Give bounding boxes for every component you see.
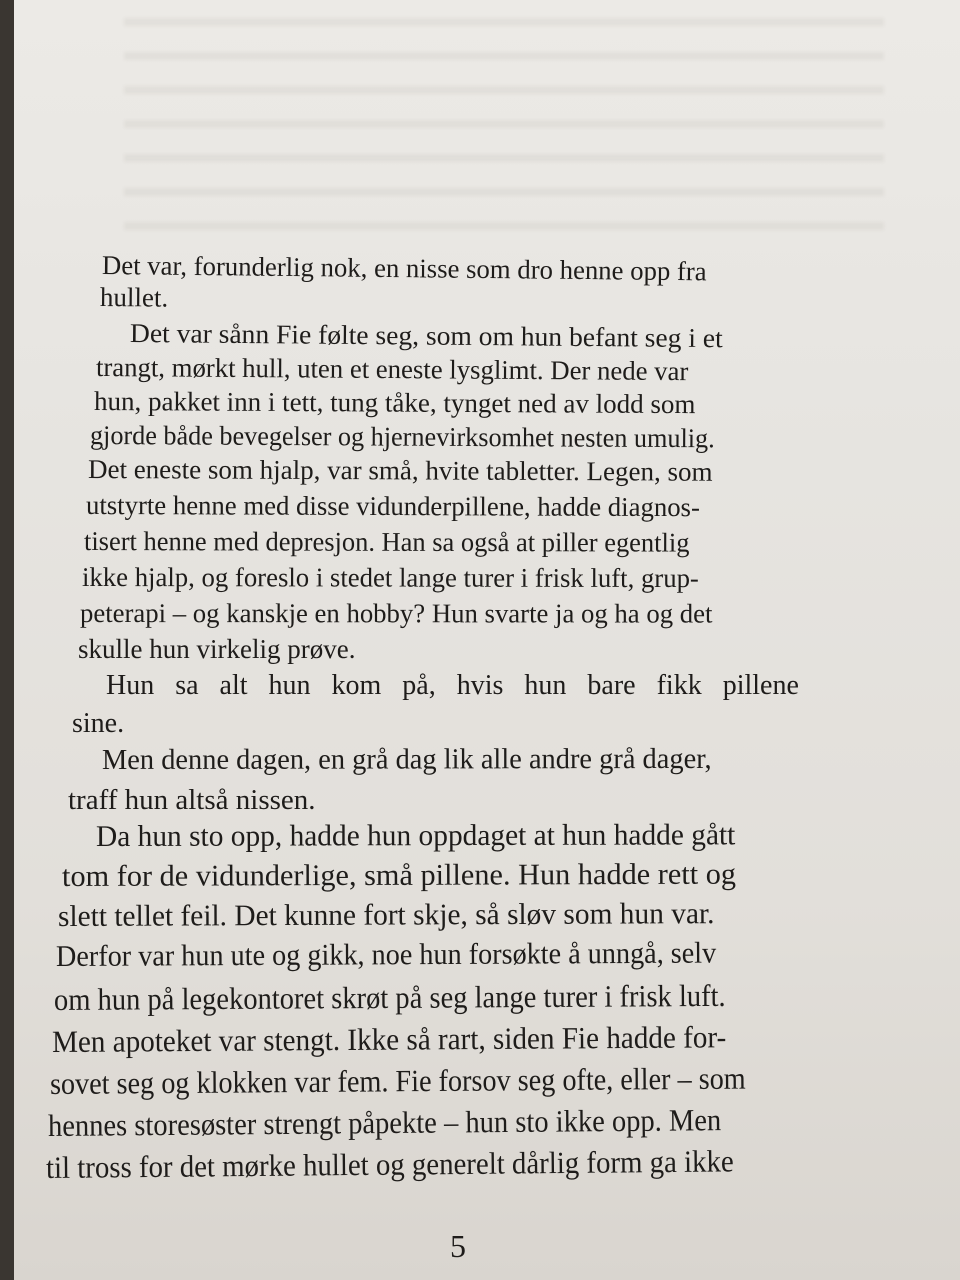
- text-line-24: hennes storesøster strengt påpekte – hun sto ikke opp. Men: [47, 1102, 722, 1143]
- text-line-12: skulle hun virkelig prøve.: [78, 634, 356, 664]
- book-page: [14, 0, 960, 1280]
- text-line-20: Derfor var hun ute og gikk, noe hun forsøkte å unngå, selv: [55, 936, 717, 973]
- text-line-22: Men apoteket var stengt. Ikke så rart, siden Fie hadde for-: [51, 1019, 727, 1059]
- text-line-10: ikke hjalp, og foreslo i stedet lange turer i frisk luft, grup-: [81, 562, 699, 594]
- text-line-13: Hun sa alt hun kom på, hvis hun bare fikk pillene: [106, 670, 799, 701]
- text-line-5: hun, pakket inn i tett, tung tåke, tynget ned av lodd som: [93, 386, 696, 420]
- text-line-21: om hun på legekontoret skrøt på seg lange turer i frisk luft.: [53, 977, 726, 1017]
- text-line-9: tisert henne med depresjon. Han sa også at piller egentlig: [83, 526, 690, 558]
- text-line-4: trangt, mørkt hull, uten et eneste lysglimt. Der nede var: [95, 352, 689, 387]
- text-line-7: Det eneste som hjalp, var små, hvite tabletter. Legen, som: [87, 454, 713, 487]
- text-line-8: utstyrte henne med disse vidunderpillene, hadde diagnos-: [85, 490, 700, 523]
- text-line-11: peterapi – og kanskje en hobby? Hun svarte ja og ha og det: [79, 598, 713, 629]
- text-line-16: traff hun altså nissen.: [68, 784, 316, 816]
- text-line-6: gjorde både bevegelser og hjernevirksomhet nesten umulig.: [89, 420, 715, 454]
- text-line-17: Da hun sto opp, hadde hun oppdaget at hun hadde gått: [95, 818, 736, 853]
- text-line-3: Det var sånn Fie følte seg, som om hun befant seg i et: [129, 318, 723, 354]
- show-through-text: [124, 0, 884, 235]
- text-line-15: Men denne dagen, en grå dag lik alle andre grå dager,: [101, 742, 712, 776]
- page-number: 5: [450, 1228, 466, 1264]
- text-line-1: Det var, forunderlig nok, en nisse som dro henne opp fra: [101, 250, 707, 287]
- text-line-2: hullet.: [99, 282, 169, 313]
- text-line-14: sine.: [72, 708, 125, 739]
- text-line-25: til tross for det mørke hullet og generelt dårlig form ga ikke: [45, 1143, 734, 1185]
- text-line-23: sovet seg og klokken var fem. Fie forsov seg ofte, eller – som: [49, 1060, 746, 1101]
- text-line-18: tom for de vidunderlige, små pillene. Hun hadde rett og: [61, 857, 737, 893]
- text-line-19: slett tellet feil. Det kunne fort skje, så sløv som hun var.: [57, 897, 715, 933]
